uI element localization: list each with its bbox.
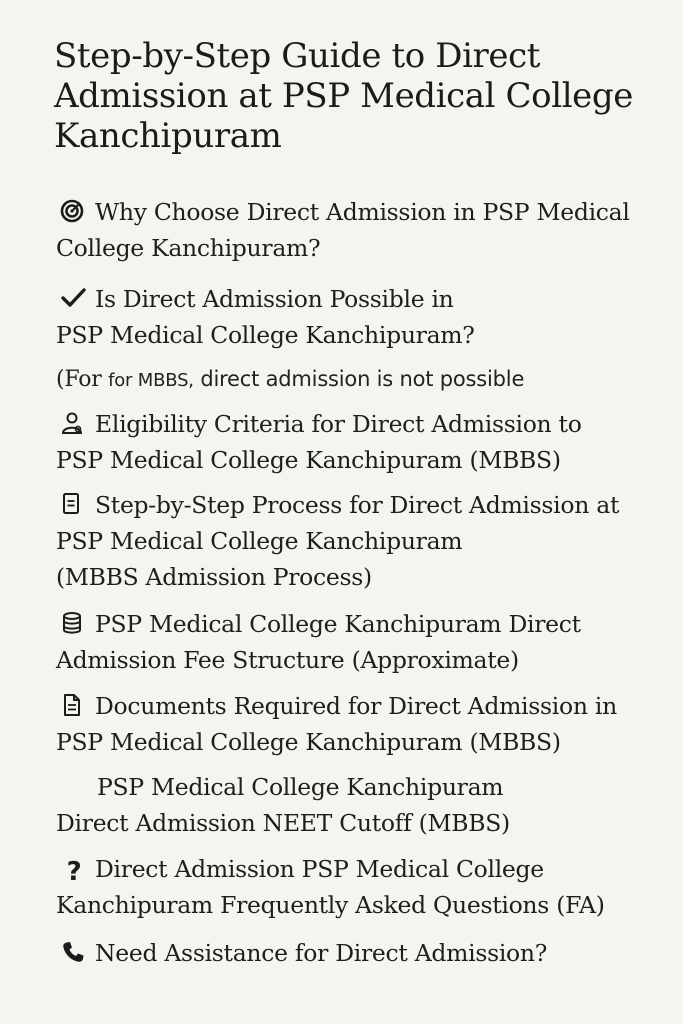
section-documents [56, 688, 656, 760]
section-assistance [56, 935, 656, 971]
person-icon [60, 411, 88, 435]
section-neet-cutoff [56, 769, 656, 841]
section-line: Admission Fee Structure (Approximate) [56, 646, 519, 674]
section-line: PSP Medical College Kanchipuram [97, 773, 504, 801]
document-icon [60, 492, 88, 516]
section-line: Eligibility Criteria for Direct Admission to [95, 410, 582, 438]
coins-icon [60, 611, 88, 635]
section-eligibility [56, 406, 656, 478]
note-small: for MBBS, [108, 370, 194, 391]
note-rest: direct admission is not possible [200, 367, 525, 391]
section-is-possible [56, 281, 656, 353]
section-line: PSP Medical College Kanchipuram? [56, 321, 475, 349]
section-line: (MBBS Admission Process) [56, 563, 372, 591]
page-title: Step-by-Step Guide to Direct Admission at PSP Medical College Kanchipuram [54, 36, 633, 156]
section-line: Direct Admission PSP Medical College [95, 855, 544, 883]
question-icon: ? [66, 857, 82, 887]
mbbs-note [56, 364, 656, 396]
section-why-choose [56, 194, 656, 266]
blank-icon-slot [60, 774, 90, 798]
section-line: PSP Medical College Kanchipuram Direct [95, 610, 581, 638]
checkmark-icon [60, 286, 88, 310]
section-line: PSP Medical College Kanchipuram (MBBS) [56, 446, 561, 474]
section-line: Need Assistance for Direct Admission? [95, 939, 548, 967]
section-line: Direct Admission NEET Cutoff (MBBS) [56, 809, 510, 837]
section-line: Why Choose Direct Admission in PSP Medical [95, 198, 630, 226]
target-icon [60, 199, 88, 223]
phone-icon [60, 940, 88, 964]
section-process [56, 487, 656, 595]
section-line: Kanchipuram Frequently Asked Questions (FA) [56, 891, 605, 919]
section-line: Step-by-Step Process for Direct Admission at [95, 491, 620, 519]
section-fee-structure [56, 606, 656, 678]
section-line: PSP Medical College Kanchipuram [56, 527, 463, 555]
section-line: Documents Required for Direct Admission in [95, 692, 617, 720]
section-line: College Kanchipuram? [56, 234, 321, 262]
section-line: PSP Medical College Kanchipuram (MBBS) [56, 728, 561, 756]
section-faq [56, 851, 656, 923]
note-lead: (For [56, 367, 102, 392]
section-line: Is Direct Admission Possible in [95, 285, 454, 313]
file-icon [60, 693, 88, 717]
